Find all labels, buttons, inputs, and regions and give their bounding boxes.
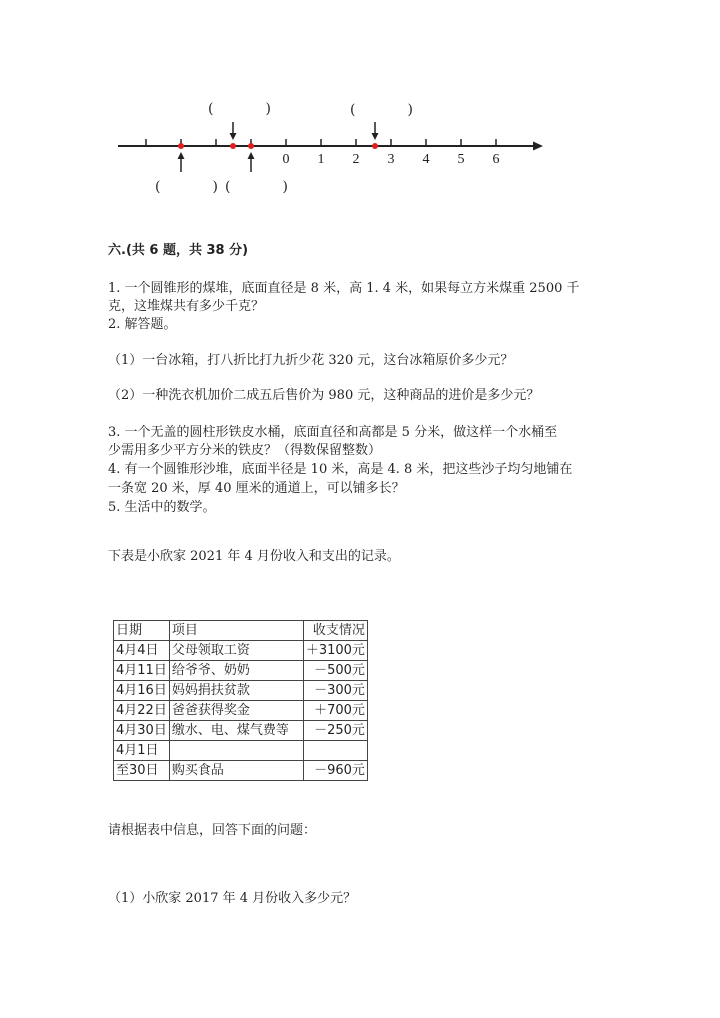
cell-amount: －960元 bbox=[303, 761, 367, 781]
cell-amount: －500元 bbox=[303, 661, 367, 681]
question-1-cont: 克，这堆煤共有多少千克？ bbox=[108, 299, 265, 314]
table-row bbox=[114, 701, 368, 721]
cell-amount: －250元 bbox=[303, 721, 367, 741]
cell-item: 父母领取工资 bbox=[169, 641, 303, 661]
sub-question-1: （1）小欣家 2017 年 4 月份收入多少元？ bbox=[108, 891, 357, 906]
cell-item bbox=[169, 741, 303, 761]
table-row bbox=[114, 721, 368, 741]
question-3-cont: 少需用多少平方分米的铁皮？（得数保留整数） bbox=[108, 443, 382, 458]
answer-blank[interactable]: ( ) bbox=[225, 179, 296, 195]
table-row bbox=[114, 681, 368, 701]
question-2: 2. 解答题。 bbox=[108, 317, 177, 332]
question-4: 4. 有一个圆锥形沙堆，底面半径是 10 米，高是 4. 8 米，把这些沙子均匀地铺在 bbox=[108, 462, 573, 477]
axis-arrowhead bbox=[533, 142, 543, 151]
question-5: 5. 生活中的数学。 bbox=[108, 500, 216, 515]
income-expense-table bbox=[113, 620, 368, 781]
question-2-2: （2）一种洗衣机加价二成五后售价为 980 元，这种商品的进价是多少元？ bbox=[108, 388, 540, 403]
red-point bbox=[372, 143, 378, 149]
down-arrow-icon bbox=[372, 122, 379, 140]
header-item: 项目 bbox=[169, 621, 303, 641]
tick-label-3: 3 bbox=[387, 152, 395, 167]
question-1: 1. 一个圆锥形的煤堆，底面直径是 8 米，高 1. 4 米，如果每立方米煤重 2500 千 bbox=[108, 281, 580, 296]
cell-item: 给爷爷、奶奶 bbox=[169, 661, 303, 681]
cell-date: 4月4日 bbox=[114, 641, 170, 661]
tick-label-6: 6 bbox=[492, 152, 500, 167]
cell-date: 4月1日 bbox=[114, 741, 170, 761]
cell-item: 妈妈捐扶贫款 bbox=[169, 681, 303, 701]
cell-date: 至30日 bbox=[114, 761, 170, 781]
red-point bbox=[178, 143, 184, 149]
header-date: 日期 bbox=[114, 621, 170, 641]
table-intro: 下表是小欣家 2021 年 4 月份收入和支出的记录。 bbox=[108, 549, 400, 564]
table-header-row bbox=[114, 621, 368, 641]
up-arrow-icon bbox=[178, 152, 185, 172]
question-3: 3. 一个无盖的圆柱形铁皮水桶，底面直径和高都是 5 分米，做这样一个水桶至 bbox=[108, 425, 558, 440]
question-2-1: （1）一台冰箱，打八折比打九折少花 320 元，这台冰箱原价多少元？ bbox=[108, 353, 514, 368]
answer-blank[interactable]: ( ) bbox=[350, 102, 421, 118]
tick-label-2: 2 bbox=[352, 152, 360, 167]
cell-date: 4月30日 bbox=[114, 721, 170, 741]
instruction: 请根据表中信息，回答下面的问题： bbox=[108, 823, 317, 838]
table-row bbox=[114, 741, 368, 761]
question-4-cont: 一条宽 20 米，厚 40 厘米的通道上，可以铺多长？ bbox=[108, 481, 405, 496]
answer-blank[interactable]: ( ) bbox=[155, 179, 226, 195]
table-row bbox=[114, 641, 368, 661]
cell-date: 4月11日 bbox=[114, 661, 170, 681]
cell-item: 缴水、电、煤气费等 bbox=[169, 721, 303, 741]
red-point bbox=[230, 143, 236, 149]
tick-label-5: 5 bbox=[457, 152, 465, 167]
section-heading: 六.(共 6 题，共 38 分) bbox=[108, 243, 249, 258]
cell-date: 4月16日 bbox=[114, 681, 170, 701]
header-amount: 收支情况 bbox=[303, 621, 367, 641]
tick-label-1: 1 bbox=[317, 152, 325, 167]
cell-date: 4月22日 bbox=[114, 701, 170, 721]
cell-amount: ＋700元 bbox=[303, 701, 367, 721]
cell-amount: ＋3100元 bbox=[303, 641, 367, 661]
tick-label-0: 0 bbox=[282, 152, 290, 167]
answer-blank[interactable]: ( ) bbox=[208, 101, 279, 117]
cell-amount bbox=[303, 741, 367, 761]
down-arrow-icon bbox=[230, 122, 237, 140]
cell-item: 爸爸获得奖金 bbox=[169, 701, 303, 721]
red-point bbox=[248, 143, 254, 149]
cell-amount: －300元 bbox=[303, 681, 367, 701]
tick-label-4: 4 bbox=[422, 152, 430, 167]
up-arrow-icon bbox=[248, 152, 255, 172]
cell-item: 购买食品 bbox=[169, 761, 303, 781]
table-row bbox=[114, 761, 368, 781]
table-row bbox=[114, 661, 368, 681]
